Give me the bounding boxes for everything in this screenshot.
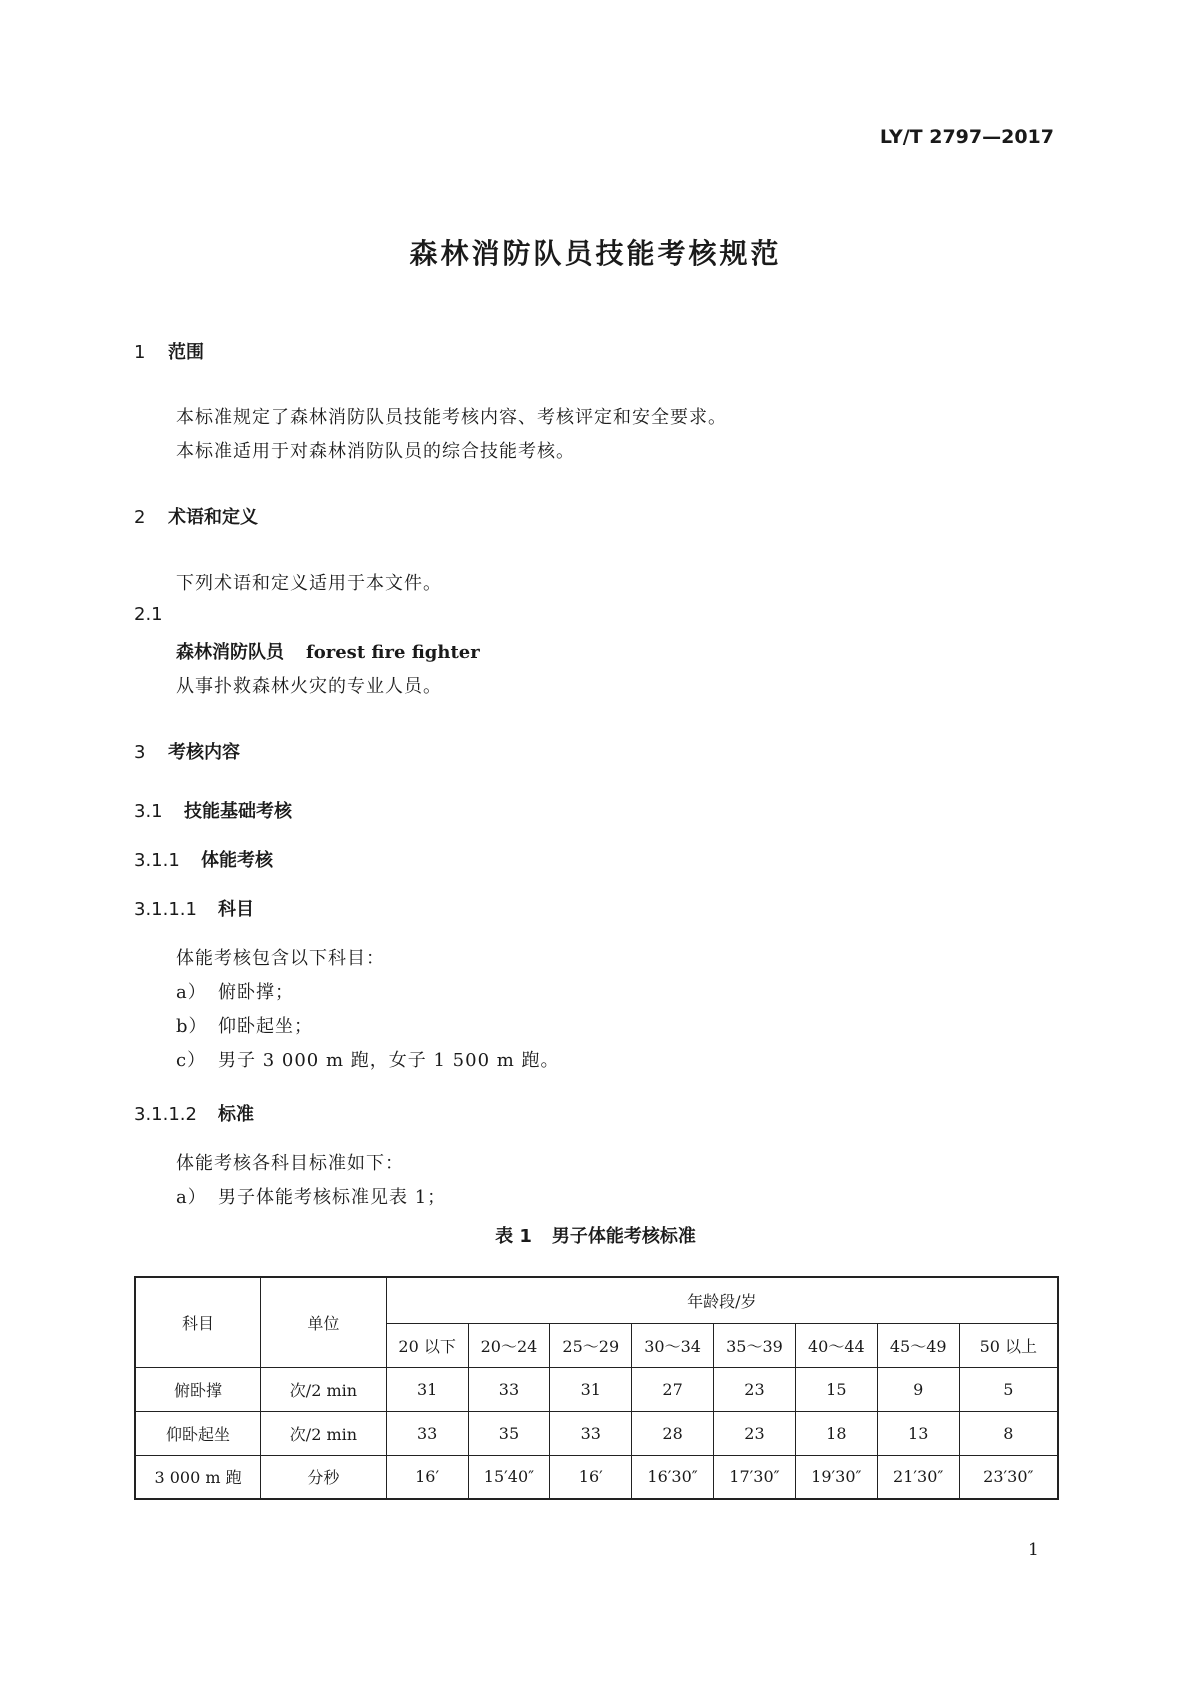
- table-cell: 5: [959, 1367, 1058, 1411]
- term-definition: 从事扑救森林火灾的专业人员。: [176, 676, 442, 697]
- age-group-header: 50 以上: [959, 1323, 1058, 1367]
- section-number: 3.1.1.1: [134, 899, 197, 920]
- section-title: 范围: [168, 342, 204, 363]
- list-item: [176, 1183, 446, 1209]
- section-1-heading: [134, 338, 204, 364]
- section-number: 3.1.1: [134, 850, 180, 871]
- paragraph: 体能考核包含以下科目：: [176, 948, 385, 969]
- list-marker: a）: [176, 982, 207, 1003]
- header-unit: 单位: [261, 1277, 387, 1367]
- list-item: [176, 1046, 560, 1072]
- table-caption-title: 男子体能考核标准: [551, 1226, 696, 1247]
- table-cell: 27: [632, 1367, 714, 1411]
- row-unit: 分秒: [261, 1455, 387, 1499]
- age-group-header: 40～44: [795, 1323, 877, 1367]
- table-row: [135, 1455, 1058, 1499]
- table-cell: 19′30″: [795, 1455, 877, 1499]
- section-3-1-1-heading: [134, 846, 273, 872]
- section-title: 考核内容: [168, 742, 240, 763]
- table-cell: 28: [632, 1411, 714, 1455]
- section-3-1-1-2-heading: [134, 1100, 254, 1126]
- list-text: 仰卧起坐；: [218, 1016, 313, 1037]
- paragraph: 本标准规定了森林消防队员技能考核内容、考核评定和安全要求。: [176, 407, 727, 428]
- section-3-heading: [134, 738, 240, 764]
- header-age-group: 年龄段/岁: [386, 1277, 1058, 1323]
- section-number: 3.1: [134, 801, 163, 822]
- standard-code: LY/T 2797—2017: [879, 126, 1054, 148]
- section-title: 标准: [218, 1104, 254, 1125]
- age-group-header: 25～29: [550, 1323, 632, 1367]
- table-row: [135, 1367, 1058, 1411]
- table-cell: 13: [877, 1411, 959, 1455]
- row-subject: 3 000 m 跑: [135, 1455, 261, 1499]
- row-unit: 次/2 min: [261, 1367, 387, 1411]
- list-item: [176, 978, 294, 1004]
- age-group-header: 20～24: [468, 1323, 550, 1367]
- page-number: 1: [1028, 1540, 1039, 1560]
- table-cell: 33: [550, 1411, 632, 1455]
- table-cell: 31: [550, 1367, 632, 1411]
- row-subject: 仰卧起坐: [135, 1411, 261, 1455]
- fitness-standard-table: [134, 1276, 1059, 1500]
- paragraph: 体能考核各科目标准如下：: [176, 1153, 404, 1174]
- section-3-1-heading: [134, 797, 292, 823]
- section-title: 体能考核: [201, 850, 273, 871]
- list-text: 男子体能考核标准见表 1；: [218, 1187, 447, 1208]
- table-caption: [0, 1222, 1191, 1248]
- table-cell: 16′: [386, 1455, 468, 1499]
- list-marker: a）: [176, 1187, 207, 1208]
- section-title: 术语和定义: [168, 507, 258, 528]
- table-cell: 33: [386, 1411, 468, 1455]
- list-text: 俯卧撑；: [218, 982, 294, 1003]
- table-cell: 18: [795, 1411, 877, 1455]
- table-cell: 16′30″: [632, 1455, 714, 1499]
- section-number: 3: [134, 742, 146, 763]
- section-number: 3.1.1.2: [134, 1104, 197, 1125]
- age-group-header: 45～49: [877, 1323, 959, 1367]
- section-3-1-1-1-heading: [134, 895, 254, 921]
- age-group-header: 30～34: [632, 1323, 714, 1367]
- list-marker: c）: [176, 1050, 207, 1071]
- term-name-en: forest fire fighter: [306, 642, 480, 663]
- table-cell: 35: [468, 1411, 550, 1455]
- list-item: [176, 1012, 313, 1038]
- row-unit: 次/2 min: [261, 1411, 387, 1455]
- list-text: 男子 3 000 m 跑，女子 1 500 m 跑。: [218, 1050, 560, 1071]
- table-cell: 33: [468, 1367, 550, 1411]
- term-heading: [176, 638, 480, 664]
- table-cell: 23: [714, 1367, 796, 1411]
- table-caption-number: 表 1: [495, 1226, 532, 1247]
- table-cell: 17′30″: [714, 1455, 796, 1499]
- list-marker: b）: [176, 1016, 208, 1037]
- table-cell: 15: [795, 1367, 877, 1411]
- table-row: [135, 1411, 1058, 1455]
- section-number: 1: [134, 342, 146, 363]
- table-cell: 15′40″: [468, 1455, 550, 1499]
- term-number: 2.1: [134, 604, 163, 625]
- age-group-header: 20 以下: [386, 1323, 468, 1367]
- section-title: 技能基础考核: [184, 801, 292, 822]
- document-title: 森林消防队员技能考核规范: [409, 237, 782, 270]
- table-cell: 23: [714, 1411, 796, 1455]
- table-cell: 9: [877, 1367, 959, 1411]
- table-cell: 8: [959, 1411, 1058, 1455]
- section-number: 2: [134, 507, 146, 528]
- term-name-cn: 森林消防队员: [176, 642, 284, 663]
- table-cell: 21′30″: [877, 1455, 959, 1499]
- table-cell: 31: [386, 1367, 468, 1411]
- age-group-header: 35～39: [714, 1323, 796, 1367]
- paragraph: 本标准适用于对森林消防队员的综合技能考核。: [176, 441, 575, 462]
- table-cell: 16′: [550, 1455, 632, 1499]
- row-subject: 俯卧撑: [135, 1367, 261, 1411]
- table-cell: 23′30″: [959, 1455, 1058, 1499]
- paragraph: 下列术语和定义适用于本文件。: [176, 573, 442, 594]
- header-subject: 科目: [135, 1277, 261, 1367]
- section-title: 科目: [218, 899, 254, 920]
- section-2-heading: [134, 503, 258, 529]
